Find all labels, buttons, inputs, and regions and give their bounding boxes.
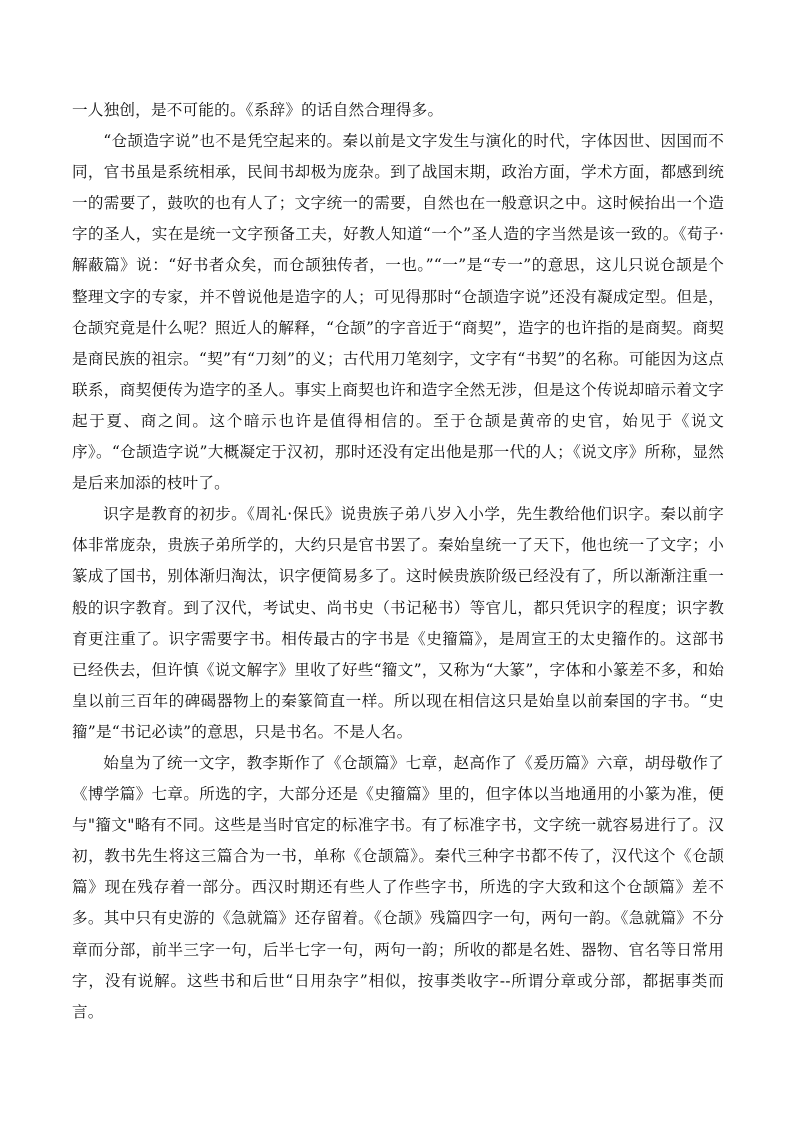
paragraph-4: 始皇为了统一文字，教李斯作了《仓颉篇》七章，赵高作了《爰历篇》六章，胡母敬作了《博学篇》七章。所选的字，大部分还是《史籀篇》里的，但字体以当地通用的小篆为准，便与"籀文"略有不同。这些是当时官定的标准字书。有了标准字书，文字统一就容易进行了。汉初，教书先生将这三篇合为一书，单称《仓颉篇》。秦代三种字书都不传了，汉代这个《仓颉篇》现在残存着一部分。西汉时期还有些人了作些字书，所选的字大致和这个仓颉篇》差不多。其中只有史游的《急就篇》还存留着。《仓颉》残篇四字一句，两句一韵。《急就篇》不分章而分部，前半三字一句，后半七字一句，两句一韵；所收的都是名姓、器物、官名等日常用字，没有说解。这些书和后世“日用杂字”相似，按事类收字--所谓分章或分部，都据事类而言。: [72, 753, 724, 1021]
paragraph-2: “仓颉造字说”也不是凭空起来的。秦以前是文字发生与演化的时代，字体因世、因国而不同，官书虽是系统相承，民间书却极为庞杂。到了战国末期，政治方面，学术方面，都感到统一的需要了，鼓吹的也有人了；文字统一的需要，自然也在一般意识之中。这时候抬出一个造字的圣人，实在是统一文字预备工夫，好教人知道“一个”圣人造的字当然是该一致的。《荀子·解蔽篇》说：“好书者众矣，而仓颉独传者，一也。”“一”是“专一”的意思，这儿只说仓颉是个整理文字的专家，并不曾说他是造字的人；可见得那时“仓颉造字说”还没有凝成定型。但是，仓颉究竟是什么呢？照近人的解释，“仓颉”的字音近于“商契”，造字的也许指的是商契。商契是商民族的祖宗。“契”有“刀刻”的义；古代用刀笔刻字，文字有“书契”的名称。可能因为这点联系，商契便传为造字的圣人。事实上商契也许和造字全然无涉，但是这个传说却暗示着文字起于夏、商之间。这个暗示也许是值得相信的。至于仓颉是黄帝的史官，始见于《说文序》。“仓颉造字说”大概凝定于汉初，那时还没有定出他是那一代的人；《说文序》所称，显然是后来加添的枝叶了。: [72, 132, 724, 493]
paragraph-3: 识字是教育的初步。《周礼·保氏》说贵族子弟八岁入小学，先生教给他们识字。秦以前字体非常庞杂，贵族子弟所学的，大约只是官书罢了。秦始皇统一了天下，他也统一了文字；小篆成了国书，别体渐归淘汰，识字便简易多了。这时候贵族阶级已经没有了，所以渐渐注重一般的识字教育。到了汉代，考试史、尚书史（书记秘书）等官儿，都只凭识字的程度；识字教育更注重了。识字需要字书。相传最古的字书是《史籀篇》，是周宣王的太史籀作的。这部书已经佚去，但许慎《说文解字》里收了好些“籀文”，又称为“大篆”，字体和小篆差不多，和始皇以前三百年的碑碣器物上的秦篆简直一样。所以现在相信这只是始皇以前秦国的字书。“史籀”是“书记必读”的意思，只是书名。不是人名。: [72, 505, 724, 741]
paragraph-1: 一人独创，是不可能的。《系辞》的话自然合理得多。: [72, 101, 444, 119]
document-page: [72, 95, 724, 1028]
